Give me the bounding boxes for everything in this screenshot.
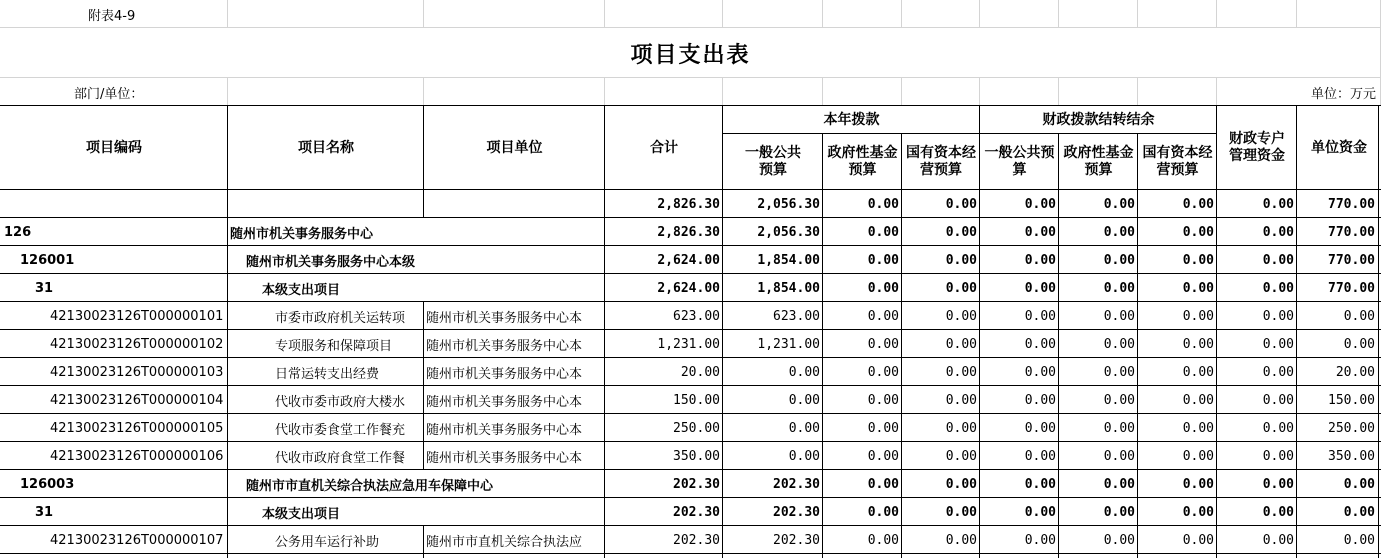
cell-total: 202.30 — [673, 504, 720, 520]
cell-code: 126001 — [20, 252, 75, 268]
cell-value: 0.00 — [1182, 476, 1214, 492]
cell-value: 2,056.30 — [757, 224, 820, 240]
table-border — [901, 134, 902, 558]
table-border — [979, 106, 980, 558]
cell-value: 0.00 — [1182, 196, 1214, 212]
cell-name: 随州市机关事务服务中心 — [230, 226, 374, 242]
cell-name: 随州市市直机关综合执法应急用车保障中心 — [246, 478, 494, 494]
cell-value: 0.00 — [1024, 252, 1056, 268]
cell-unit: 随州市机关事务服务中心本 — [426, 422, 583, 438]
cell-unit — [424, 190, 605, 218]
header-special-account: 财政专户管理资金 — [1229, 131, 1285, 164]
cell-total: 2,826.30 — [657, 196, 720, 212]
cell-value: 0.00 — [945, 280, 977, 296]
cell-value: 0.00 — [1182, 280, 1214, 296]
cell-value: 0.00 — [1262, 392, 1294, 408]
header-g2-state-capital: 国有资本经营预算 — [1142, 145, 1213, 178]
gridline — [822, 78, 823, 106]
gridline — [423, 78, 424, 106]
header-unit: 项目单位 — [486, 139, 543, 156]
cell-value: 0.00 — [867, 448, 899, 464]
cell-value: 202.30 — [773, 532, 820, 548]
unit-label: 单位：万元 — [1310, 86, 1376, 102]
header-g1-state-capital: 国有资本经营预算 — [906, 145, 976, 178]
cell-value: 20.00 — [1335, 364, 1375, 380]
cell-total: 350.00 — [673, 448, 720, 464]
header-g1-general: 一般公共预算 — [745, 145, 801, 178]
table-border — [822, 134, 823, 558]
cell-value: 0.00 — [1182, 392, 1214, 408]
cell-value: 0.00 — [788, 448, 820, 464]
cell-name: 本级支出项目 — [262, 282, 341, 298]
cell-code: 42130023126T000000106 — [50, 448, 224, 464]
appendix-label: 附表4-9 — [88, 8, 136, 24]
cell-name: 代收市委食堂工作餐充 — [275, 422, 406, 438]
cell-value: 0.00 — [867, 252, 899, 268]
cell-value: 0.00 — [1262, 308, 1294, 324]
table-border — [0, 245, 1381, 246]
cell-value: 0.00 — [1024, 364, 1056, 380]
cell-value: 0.00 — [1182, 504, 1214, 520]
cell-value: 0.00 — [1103, 476, 1135, 492]
cell-value: 0.00 — [1262, 224, 1294, 240]
cell-value: 202.30 — [773, 504, 820, 520]
cell-value: 0.00 — [945, 392, 977, 408]
cell-value: 0.00 — [1262, 252, 1294, 268]
cell-value: 0.00 — [1024, 336, 1056, 352]
cell-value: 770.00 — [1328, 196, 1375, 212]
table-border — [227, 106, 228, 558]
cell-value: 202.30 — [773, 476, 820, 492]
cell-value: 0.00 — [1182, 308, 1214, 324]
cell-value: 0.00 — [945, 448, 977, 464]
cell-unit: 随州市机关事务服务中心本 — [426, 366, 583, 382]
cell-value: 0.00 — [1262, 336, 1294, 352]
table-border — [0, 497, 1381, 498]
cell-value: 0.00 — [1103, 336, 1135, 352]
cell-value: 0.00 — [1024, 196, 1056, 212]
cell-code: 42130023126T000000101 — [50, 308, 224, 324]
table-border — [1378, 106, 1379, 558]
cell-value: 623.00 — [773, 308, 820, 324]
table-border — [0, 105, 1381, 106]
cell-value: 0.00 — [945, 224, 977, 240]
table-border — [423, 302, 424, 470]
table-border — [722, 106, 723, 558]
table-border — [604, 106, 605, 558]
cell-value: 0.00 — [1182, 224, 1214, 240]
cell-value: 0.00 — [788, 364, 820, 380]
cell-value: 0.00 — [1103, 364, 1135, 380]
cell-value: 0.00 — [867, 196, 899, 212]
cell-value: 0.00 — [1103, 252, 1135, 268]
cell-name: 本级支出项目 — [262, 506, 341, 522]
cell-value: 0.00 — [1103, 532, 1135, 548]
cell-value: 0.00 — [945, 364, 977, 380]
header-group-current-year: 本年拨款 — [823, 111, 880, 128]
cell-value: 0.00 — [867, 308, 899, 324]
cell-value: 0.00 — [1024, 532, 1056, 548]
cell-value: 0.00 — [1182, 532, 1214, 548]
cell-value: 0.00 — [945, 420, 977, 436]
cell-name: 代收市委市政府大楼水 — [275, 394, 406, 410]
department-label: 部门/单位： — [74, 86, 144, 102]
cell-unit: 随州市机关事务服务中心本 — [426, 450, 583, 466]
table-border — [423, 106, 424, 218]
cell-value: 0.00 — [1262, 532, 1294, 548]
table-border — [0, 385, 1381, 386]
cell-value: 0.00 — [788, 420, 820, 436]
cell-value: 2,056.30 — [757, 196, 820, 212]
gridline — [722, 78, 723, 106]
cell-value: 0.00 — [1343, 532, 1375, 548]
gridline — [227, 0, 228, 28]
cell-unit: 随州市机关事务服务中心本 — [426, 310, 583, 326]
cell-value: 0.00 — [867, 280, 899, 296]
header-total: 合计 — [650, 139, 678, 156]
cell-value: 0.00 — [867, 476, 899, 492]
cell-total: 150.00 — [673, 392, 720, 408]
table-border — [0, 441, 1381, 442]
cell-value: 0.00 — [1103, 224, 1135, 240]
cell-name: 代收市政府食堂工作餐 — [275, 450, 406, 466]
table-border — [1058, 134, 1059, 558]
gridline — [722, 0, 723, 28]
cell-value: 0.00 — [945, 336, 977, 352]
gridline — [0, 77, 1381, 78]
header-group-carryover: 财政拨款结转结余 — [1042, 111, 1155, 128]
table-border — [1296, 106, 1297, 558]
cell-value: 770.00 — [1328, 252, 1375, 268]
table-border — [1137, 134, 1138, 558]
cell-value: 0.00 — [1182, 252, 1214, 268]
table-border — [0, 525, 1381, 526]
cell-value: 0.00 — [867, 224, 899, 240]
cell-code: 42130023126T000000107 — [50, 532, 224, 548]
gridline — [1137, 0, 1138, 28]
cell-value: 250.00 — [1328, 420, 1375, 436]
cell-code: 31 — [35, 504, 54, 520]
page-title: 项目支出表 — [630, 42, 751, 68]
cell-value: 0.00 — [945, 308, 977, 324]
cell-value: 0.00 — [1182, 420, 1214, 436]
cell-value: 0.00 — [1262, 196, 1294, 212]
cell-value: 0.00 — [867, 364, 899, 380]
gridline — [423, 0, 424, 28]
header-unit-funds: 单位资金 — [1311, 139, 1367, 156]
gridline — [604, 0, 605, 28]
cell-value: 770.00 — [1328, 224, 1375, 240]
cell-total: 202.30 — [673, 532, 720, 548]
cell-value: 0.00 — [1262, 364, 1294, 380]
cell-value: 0.00 — [1024, 392, 1056, 408]
cell-value: 1,854.00 — [757, 280, 820, 296]
table-border — [1216, 106, 1217, 558]
cell-value: 0.00 — [1024, 504, 1056, 520]
gridline — [604, 78, 605, 106]
cell-value: 350.00 — [1328, 448, 1375, 464]
cell-total: 20.00 — [680, 364, 720, 380]
cell-value: 0.00 — [1262, 280, 1294, 296]
gridline — [227, 78, 228, 106]
gridline — [1058, 78, 1059, 106]
cell-value: 0.00 — [1103, 392, 1135, 408]
cell-value: 0.00 — [1343, 308, 1375, 324]
cell-value: 0.00 — [788, 392, 820, 408]
gridline — [979, 78, 980, 106]
header-code: 项目编码 — [86, 139, 142, 156]
cell-value: 0.00 — [1024, 224, 1056, 240]
cell-value: 0.00 — [1103, 420, 1135, 436]
gridline — [979, 0, 980, 28]
cell-name: 日常运转支出经费 — [275, 366, 380, 382]
gridline — [901, 78, 902, 106]
table-border — [423, 526, 424, 558]
gridline — [822, 0, 823, 28]
cell-value: 0.00 — [867, 504, 899, 520]
table-border — [0, 329, 1381, 330]
cell-value: 0.00 — [1024, 280, 1056, 296]
cell-value: 0.00 — [1103, 196, 1135, 212]
cell-value: 0.00 — [1343, 336, 1375, 352]
cell-value: 0.00 — [1262, 476, 1294, 492]
cell-value: 0.00 — [1262, 448, 1294, 464]
cell-value: 0.00 — [867, 532, 899, 548]
cell-value: 0.00 — [1024, 476, 1056, 492]
cell-value: 0.00 — [1343, 504, 1375, 520]
cell-name — [228, 190, 424, 218]
gridline — [1216, 78, 1217, 106]
cell-name: 专项服务和保障项目 — [275, 338, 393, 354]
cell-code: 126003 — [20, 476, 75, 492]
cell-value: 0.00 — [867, 392, 899, 408]
cell-value: 0.00 — [1024, 420, 1056, 436]
cell-name: 市委市政府机关运转项 — [275, 310, 406, 326]
cell-value: 0.00 — [1182, 336, 1214, 352]
gridline — [1216, 0, 1217, 28]
cell-code — [0, 190, 228, 218]
cell-unit: 随州市机关事务服务中心本 — [426, 338, 583, 354]
table-border — [0, 357, 1381, 358]
cell-value: 0.00 — [1262, 504, 1294, 520]
table-border — [0, 273, 1381, 274]
cell-value: 0.00 — [867, 336, 899, 352]
table-border — [0, 301, 1381, 302]
cell-code: 126 — [4, 224, 32, 240]
cell-code: 42130023126T000000104 — [50, 392, 224, 408]
cell-value: 0.00 — [945, 504, 977, 520]
gridline — [901, 0, 902, 28]
cell-total: 2,826.30 — [657, 224, 720, 240]
cell-code: 42130023126T000000102 — [50, 336, 224, 352]
table-border — [0, 553, 1381, 554]
gridline — [1296, 0, 1297, 28]
cell-total: 250.00 — [673, 420, 720, 436]
cell-total: 2,624.00 — [657, 252, 720, 268]
cell-value: 0.00 — [867, 420, 899, 436]
cell-total: 623.00 — [673, 308, 720, 324]
gridline — [1058, 0, 1059, 28]
cell-value: 0.00 — [945, 476, 977, 492]
cell-code: 31 — [35, 280, 54, 296]
cell-value: 0.00 — [1182, 364, 1214, 380]
cell-value: 0.00 — [1262, 420, 1294, 436]
cell-unit: 随州市机关事务服务中心本 — [426, 394, 583, 410]
cell-value: 0.00 — [1182, 448, 1214, 464]
cell-value: 770.00 — [1328, 280, 1375, 296]
cell-value: 1,231.00 — [757, 336, 820, 352]
cell-value: 1,854.00 — [757, 252, 820, 268]
cell-value: 0.00 — [1343, 476, 1375, 492]
table-border — [0, 413, 1381, 414]
cell-total: 2,624.00 — [657, 280, 720, 296]
cell-total: 202.30 — [673, 476, 720, 492]
cell-name: 公务用车运行补助 — [275, 534, 380, 550]
cell-code: 42130023126T000000103 — [50, 364, 224, 380]
gridline — [1137, 78, 1138, 106]
header-g1-gov-fund: 政府性基金预算 — [827, 145, 898, 178]
cell-value: 0.00 — [1103, 448, 1135, 464]
cell-value: 0.00 — [945, 532, 977, 548]
cell-value: 0.00 — [1024, 448, 1056, 464]
cell-unit: 随州市市直机关综合执法应 — [426, 534, 583, 550]
header-g2-general: 一般公共预算 — [984, 145, 1055, 178]
cell-value: 0.00 — [1024, 308, 1056, 324]
cell-value: 0.00 — [945, 196, 977, 212]
cell-value: 0.00 — [1103, 280, 1135, 296]
cell-value: 0.00 — [1103, 308, 1135, 324]
cell-total: 1,231.00 — [657, 336, 720, 352]
header-g2-gov-fund: 政府性基金预算 — [1063, 145, 1134, 178]
header-name: 项目名称 — [298, 139, 354, 156]
table-border — [0, 217, 1381, 218]
cell-value: 0.00 — [1103, 504, 1135, 520]
cell-value: 150.00 — [1328, 392, 1375, 408]
cell-name: 随州市机关事务服务中心本级 — [246, 254, 416, 270]
cell-code: 42130023126T000000105 — [50, 420, 224, 436]
table-border — [0, 469, 1381, 470]
cell-value: 0.00 — [945, 252, 977, 268]
gridline — [0, 27, 1381, 28]
table-border — [0, 189, 1381, 190]
table-border — [723, 133, 1217, 134]
